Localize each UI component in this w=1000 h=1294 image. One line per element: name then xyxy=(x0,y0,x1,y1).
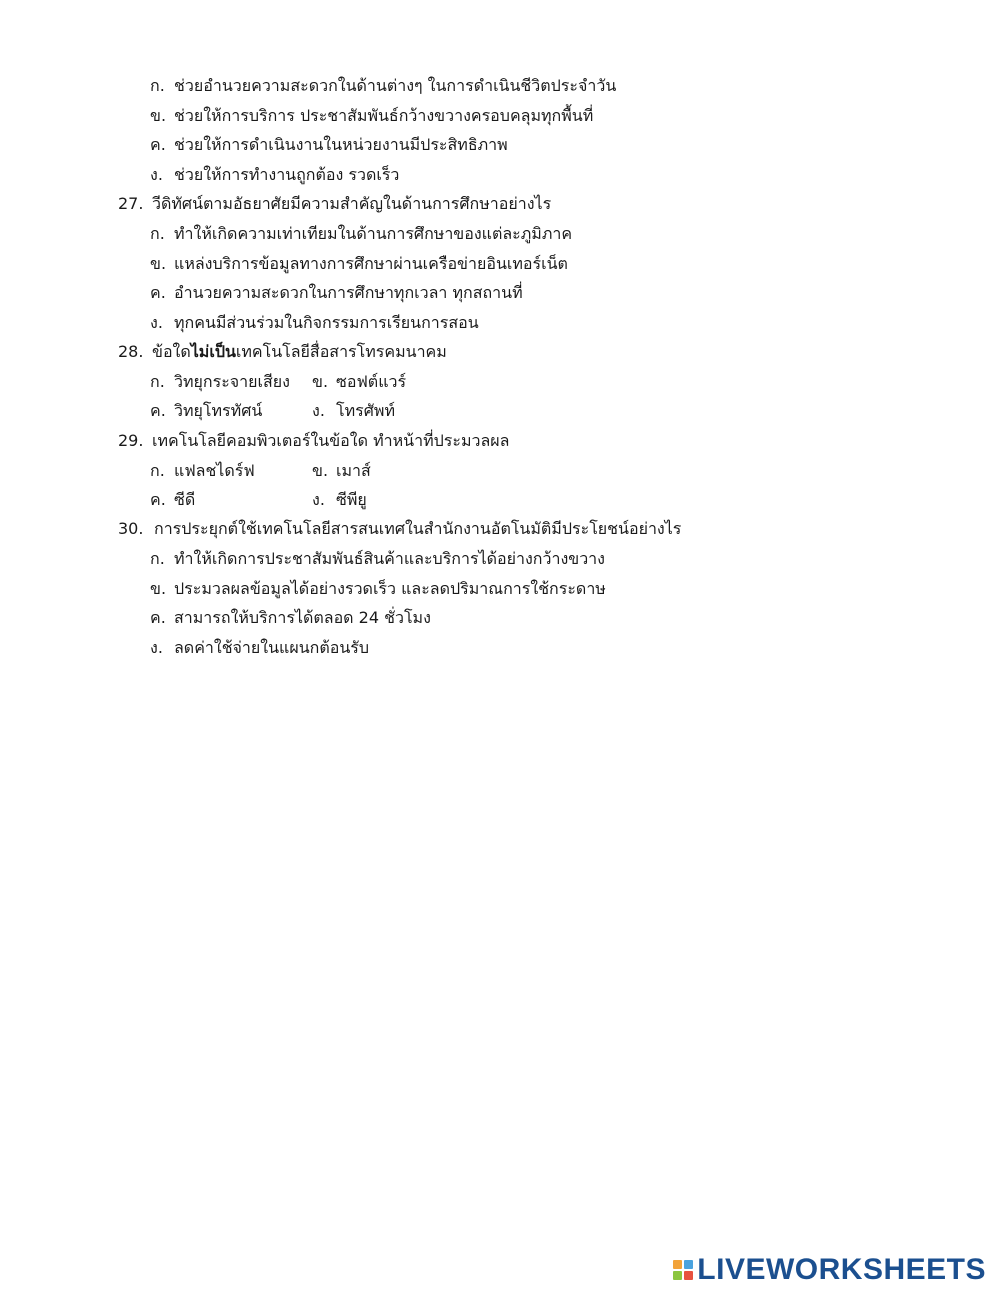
option-text: เมาส์ xyxy=(336,461,371,480)
q30-option-d[interactable] xyxy=(150,638,369,658)
logo-block-l xyxy=(673,1260,682,1269)
q30-option-a[interactable] xyxy=(150,549,605,569)
question-number: 29. xyxy=(118,431,144,450)
q28-options-row-1 xyxy=(150,372,450,392)
option-text: ทำให้เกิดการประชาสัมพันธ์สินค้าและบริการได้อย่างกว้างขวาง xyxy=(174,549,605,568)
q29-option-d[interactable] xyxy=(312,490,367,510)
q27-option-d[interactable] xyxy=(150,313,479,333)
option-text: ช่วยให้การดำเนินงานในหน่วยงานมีประสิทธิภาพ xyxy=(174,135,508,154)
question-number: 28. xyxy=(118,342,144,361)
option-text: ลดค่าใช้จ่ายในแผนกต้อนรับ xyxy=(174,638,370,657)
option-letter: ข. xyxy=(150,106,167,125)
option-letter: ก. xyxy=(150,76,165,95)
option-text: อำนวยความสะดวกในการศึกษาทุกเวลา ทุกสถานที่ xyxy=(174,283,523,302)
option-letter: ค. xyxy=(150,401,166,420)
question-29 xyxy=(118,431,509,451)
option-text: วิทยุกระจายเสียง xyxy=(174,372,290,391)
question-text: การประยุกต์ใช้เทคโนโลยีสารสนเทศในสำนักงานอัตโนมัติมีประโยชน์อย่างไร xyxy=(154,519,682,538)
q26-option-c[interactable] xyxy=(150,135,508,155)
option-text: ซีดี xyxy=(174,490,196,509)
option-text: แหล่งบริการข้อมูลทางการศึกษาผ่านเครือข่ายอินเทอร์เน็ต xyxy=(174,254,568,273)
question-text: วีดิทัศน์ตามอัธยาศัยมีความสำคัญในด้านการศึกษาอย่างไร xyxy=(152,194,552,213)
logo-blocks-icon xyxy=(673,1260,693,1280)
question-text-after: เทคโนโลยีสื่อสารโทรคมนาคม xyxy=(235,342,447,361)
question-28 xyxy=(118,342,447,362)
q27-option-c[interactable] xyxy=(150,283,523,303)
q29-option-a[interactable] xyxy=(150,461,255,480)
option-letter: ง. xyxy=(150,165,163,184)
option-letter: ง. xyxy=(150,313,163,332)
q27-option-b[interactable] xyxy=(150,254,568,274)
q29-option-c[interactable] xyxy=(150,490,195,509)
option-letter: ก. xyxy=(150,549,165,568)
question-27 xyxy=(118,194,551,214)
option-letter: ง. xyxy=(312,401,325,420)
option-text: ทุกคนมีส่วนร่วมในกิจกรรมการเรียนการสอน xyxy=(174,313,479,332)
q26-option-a[interactable] xyxy=(150,76,616,96)
option-letter: ก. xyxy=(150,224,165,243)
q28-options-row-2 xyxy=(150,401,450,421)
q28-option-b[interactable] xyxy=(312,372,406,392)
q28-option-a[interactable] xyxy=(150,372,290,391)
option-letter: ค. xyxy=(150,490,166,509)
q28-option-d[interactable] xyxy=(312,401,395,421)
question-text-before: ข้อใด xyxy=(152,342,191,361)
option-letter: ค. xyxy=(150,283,166,302)
option-text: แฟลชไดร์ฟ xyxy=(174,461,255,480)
option-letter: ง. xyxy=(150,638,163,657)
option-letter: ค. xyxy=(150,135,166,154)
option-letter: ก. xyxy=(150,372,165,391)
option-text: ช่วยให้การบริการ ประชาสัมพันธ์กว้างขวางครอบคลุมทุกพื้นที่ xyxy=(174,106,594,125)
option-text: วิทยุโทรทัศน์ xyxy=(174,401,263,420)
q29-option-b[interactable] xyxy=(312,461,371,481)
option-text: ซอฟต์แวร์ xyxy=(336,372,407,391)
q26-option-b[interactable] xyxy=(150,106,593,126)
option-letter: ข. xyxy=(312,461,329,480)
question-text: เทคโนโลยีคอมพิวเตอร์ในข้อใด ทำหน้าที่ประมวลผล xyxy=(152,431,510,450)
option-letter: ข. xyxy=(150,254,167,273)
option-letter: ค. xyxy=(150,608,166,627)
liveworksheets-logo xyxy=(673,1254,986,1286)
logo-block-e xyxy=(684,1271,693,1280)
logo-block-i xyxy=(684,1260,693,1269)
logo-block-v xyxy=(673,1271,682,1280)
question-number: 30. xyxy=(118,519,144,538)
option-letter: ข. xyxy=(150,579,167,598)
question-text-emphasis: ไม่เป็น xyxy=(190,342,236,361)
question-number: 27. xyxy=(118,194,144,213)
q26-option-d[interactable] xyxy=(150,165,399,185)
option-text: ช่วยให้การทำงานถูกต้อง รวดเร็ว xyxy=(174,165,400,184)
q30-option-c[interactable] xyxy=(150,608,431,628)
q29-options-row-2 xyxy=(150,490,450,510)
option-text: ประมวลผลข้อมูลได้อย่างรวดเร็ว และลดปริมาณการใช้กระดาษ xyxy=(174,579,606,598)
q30-option-b[interactable] xyxy=(150,579,606,599)
option-letter: ง. xyxy=(312,490,325,509)
question-30 xyxy=(118,519,681,539)
option-letter: ข. xyxy=(312,372,329,391)
q27-option-a[interactable] xyxy=(150,224,572,244)
option-text: ช่วยอำนวยความสะดวกในด้านต่างๆ ในการดำเนินชีวิตประจำวัน xyxy=(174,76,617,95)
q29-options-row-1 xyxy=(150,461,450,481)
option-letter: ก. xyxy=(150,461,165,480)
option-text: ทำให้เกิดความเท่าเทียมในด้านการศึกษาของแต่ละภูมิภาค xyxy=(174,224,573,243)
option-text: ซีพียู xyxy=(336,490,367,509)
logo-text: LIVEWORKSHEETS xyxy=(697,1253,986,1286)
option-text: โทรศัพท์ xyxy=(336,401,395,420)
q28-option-c[interactable] xyxy=(150,401,262,420)
option-text: สามารถให้บริการได้ตลอด 24 ชั่วโมง xyxy=(174,608,431,627)
